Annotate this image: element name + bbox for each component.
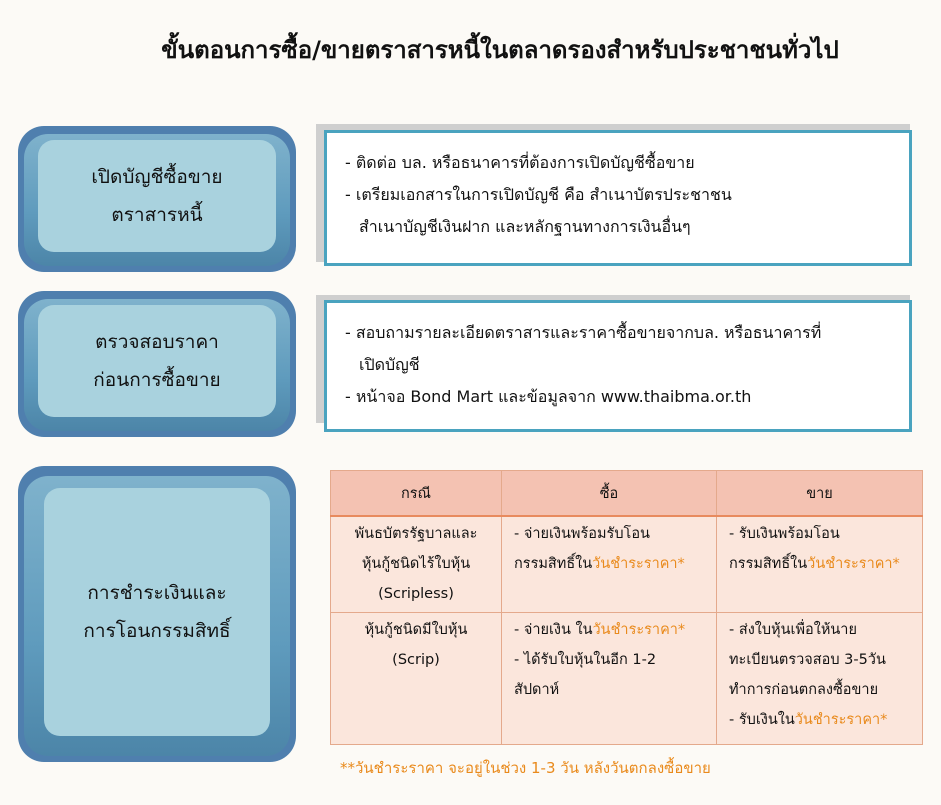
case-text: พันธบัตรรัฐบาลและ <box>354 526 478 542</box>
settlement-date-highlight: วันชำระราคา* <box>592 621 686 638</box>
header-sell: ขาย <box>717 471 923 517</box>
sell-text: - รับเงินในวันชำระราคา* <box>729 711 888 728</box>
sell-text: ทำการก่อนตกลงซื้อขาย <box>729 681 879 698</box>
step-open-account <box>18 126 296 272</box>
case-text: (Scrip) <box>392 651 440 668</box>
sell-cell <box>717 516 923 612</box>
sell-cell <box>717 612 923 744</box>
buy-text: กรรมสิทธิ์ในวันชำระราคา* <box>514 556 685 572</box>
settlement-date-highlight: วันชำระราคา* <box>807 556 900 572</box>
detail-line: - หน้าจอ Bond Mart และข้อมูลจาก www.thaibma.or.th <box>345 387 752 406</box>
buy-text: - จ่ายเงินพร้อมรับโอน <box>514 526 650 542</box>
table-header-row <box>331 471 923 517</box>
step-label-line1: เปิดบัญชีซื้อขาย <box>91 166 223 188</box>
header-buy: ซื้อ <box>502 471 717 517</box>
buy-text: - จ่ายเงิน ในวันชำระราคา* <box>514 621 686 638</box>
detail-line: สำเนาบัญชีเงินฝาก และหลักฐานทางการเงินอื่นๆ <box>359 217 691 236</box>
detail-line: เปิดบัญชี <box>359 355 420 374</box>
step-check-price <box>18 291 296 437</box>
sell-text: กรรมสิทธิ์ในวันชำระราคา* <box>729 556 900 572</box>
sell-text: ทะเบียนตรวจสอบ 3-5วัน <box>729 651 886 668</box>
buy-text: - ได้รับใบหุ้นในอีก 1-2 <box>514 651 657 668</box>
case-cell <box>331 612 502 744</box>
info-box-open-account <box>324 130 912 266</box>
buy-cell <box>502 516 717 612</box>
detail-line: - เตรียมเอกสารในการเปิดบัญชี คือ สำเนาบัตรประชาชน <box>345 185 732 204</box>
page-title: ขั้นตอนการซื้อ/ขายตราสารหนี้ในตลาดรองสำหรับประชาชนทั่วไป <box>161 36 839 64</box>
case-text: (Scripless) <box>378 586 454 602</box>
step-label-line2: การโอนกรรมสิทธิ์ <box>83 620 231 642</box>
settlement-date-highlight: วันชำระราคา* <box>592 556 685 572</box>
detail-line: - ติดต่อ บล. หรือธนาคารที่ต้องการเปิดบัญชีซื้อขาย <box>345 153 695 172</box>
table-row <box>331 612 923 744</box>
footnote: **วันชำระราคา จะอยู่ในช่วง 1-3 วัน หลังวันตกลงซื้อขาย <box>340 759 711 777</box>
detail-line: - สอบถามรายละเอียดตราสารและราคาซื้อขายจากบล. หรือธนาคารที่ <box>345 323 822 342</box>
buy-cell <box>502 612 717 744</box>
step-payment-transfer <box>18 466 296 762</box>
case-text: หุ้นกู้ชนิดไร้ใบหุ้น <box>361 556 471 572</box>
header-case: กรณี <box>331 471 502 517</box>
step-label-line1: การชำระเงินและ <box>87 582 227 604</box>
sell-text: - ส่งใบหุ้นเพื่อให้นาย <box>729 621 857 638</box>
payment-transfer-table <box>330 470 923 745</box>
case-text: หุ้นกู้ชนิดมีใบหุ้น <box>364 621 468 638</box>
table-row <box>331 516 923 612</box>
sell-text: - รับเงินพร้อมโอน <box>729 526 840 542</box>
step-label-line2: ก่อนการซื้อขาย <box>93 369 221 391</box>
case-cell <box>331 516 502 612</box>
info-box-check-price <box>324 300 912 432</box>
step-label-line1: ตรวจสอบราคา <box>95 331 219 353</box>
settlement-date-highlight: วันชำระราคา* <box>794 711 888 728</box>
buy-text: สัปดาห์ <box>514 681 560 698</box>
step-label-line2: ตราสารหนี้ <box>111 204 203 226</box>
